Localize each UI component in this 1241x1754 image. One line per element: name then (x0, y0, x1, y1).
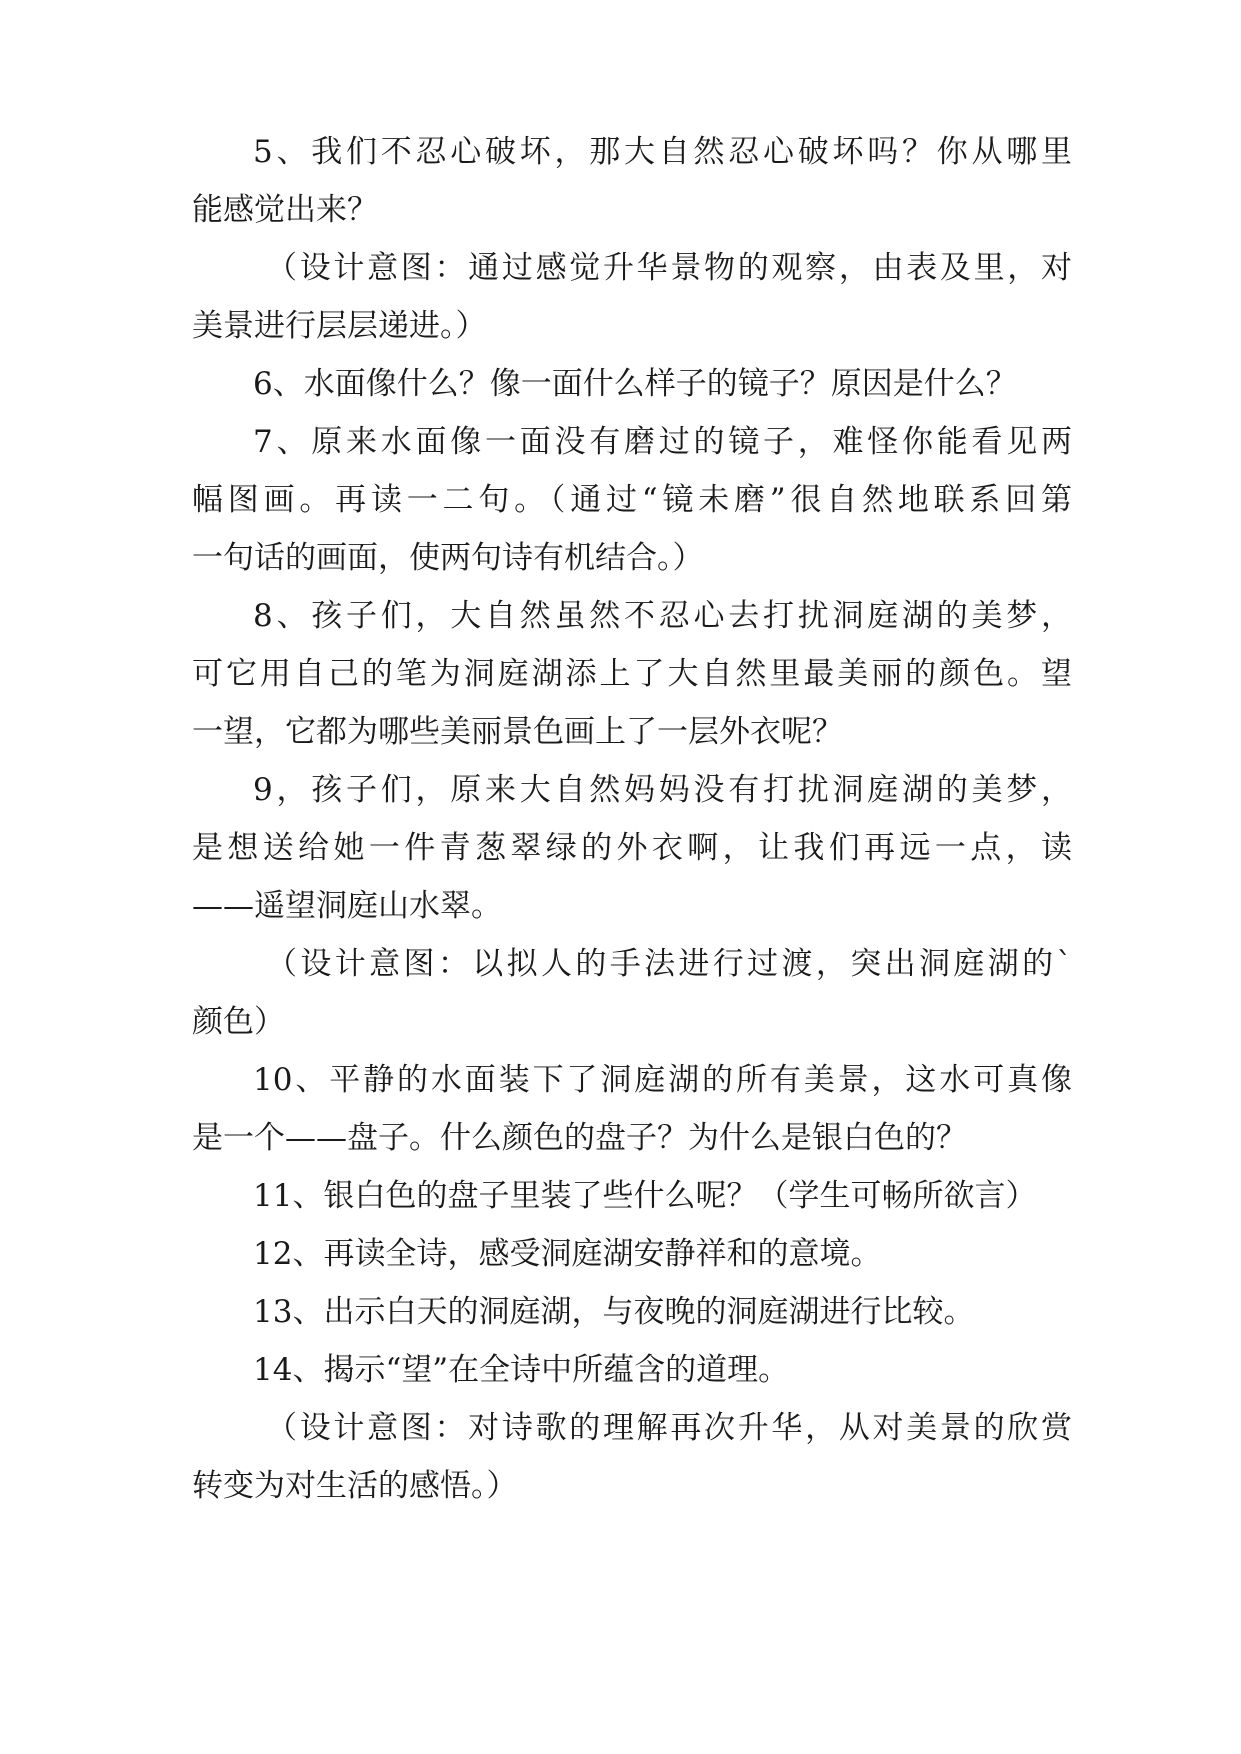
text-line: （设计意图：以拟人的手法进行过渡，突出洞庭湖的` (266, 946, 1072, 982)
text-line: 转变为对生活的感悟。） (192, 1468, 518, 1504)
text-line: （设计意图：对诗歌的理解再次升华，从对美景的欣赏 (266, 1410, 1072, 1446)
text-line: 13、出示白天的洞庭湖，与夜晚的洞庭湖进行比较。 (253, 1294, 975, 1330)
text-line: 7、原来水面像一面没有磨过的镜子，难怪你能看见两 (253, 424, 1072, 460)
text-line: 一句话的画面，使两句诗有机结合。） (192, 540, 704, 576)
text-line: 12、再读全诗，感受洞庭湖安静祥和的意境。 (253, 1236, 882, 1272)
text-line: 是一个——盘子。什么颜色的盘子？为什么是银白色的？ (192, 1120, 967, 1156)
text-line: 能感觉出来？ (192, 192, 378, 228)
text-line: 是想送给她一件青葱翠绿的外衣啊，让我们再远一点，读 (192, 830, 1072, 866)
text-line: 10、平静的水面装下了洞庭湖的所有美景，这水可真像 (253, 1062, 1072, 1098)
text-line: 可它用自己的笔为洞庭湖添上了大自然里最美丽的颜色。望 (192, 656, 1072, 692)
text-line: 幅图画。再读一二句。（通过“镜未磨”很自然地联系回第 (192, 482, 1072, 518)
text-line: 5、我们不忍心破坏，那大自然忍心破坏吗？你从哪里 (253, 134, 1072, 170)
text-line: （设计意图：通过感觉升华景物的观察，由表及里，对 (266, 250, 1072, 286)
text-line: 9，孩子们，原来大自然妈妈没有打扰洞庭湖的美梦， (253, 772, 1072, 808)
text-line: 11、银白色的盘子里装了些什么呢？（学生可畅所欲言） (253, 1178, 1037, 1214)
text-line: ——遥望洞庭山水翠。 (192, 888, 502, 924)
text-line: 8、孩子们，大自然虽然不忍心去打扰洞庭湖的美梦， (253, 598, 1072, 634)
text-line: 美景进行层层递进。） (192, 308, 487, 344)
text-line: 一望，它都为哪些美丽景色画上了一层外衣呢？ (192, 714, 843, 750)
text-line: 6、水面像什么？像一面什么样子的镜子？原因是什么？ (253, 366, 1017, 402)
text-line: 14、揭示“望”在全诗中所蕴含的道理。 (253, 1352, 790, 1388)
text-line: 颜色） (192, 1004, 285, 1040)
